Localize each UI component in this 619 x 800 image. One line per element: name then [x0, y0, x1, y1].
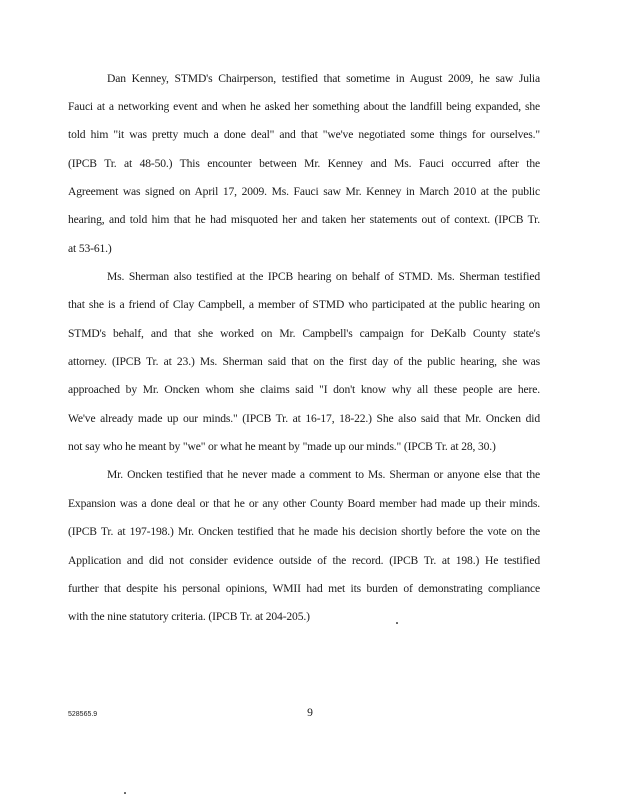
- paragraph-2-line-2: that she is a friend of Clay Campbell, a member of STMD who participated at the public hearing on: [68, 298, 540, 311]
- paragraph-3-line-5: further that despite his personal opinions, WMII had met its burden of demonstrating compliance: [68, 582, 540, 595]
- paragraph-2-line-5: approached by Mr. Oncken whom she claims said "I don't know why all these people are here.: [68, 383, 540, 396]
- paragraph-1-line-4: (IPCB Tr. at 48-50.) This encounter between Mr. Kenney and Ms. Fauci occurred after the: [68, 157, 540, 170]
- paragraph-2-line-3: STMD's behalf, and that she worked on Mr. Campbell's campaign for DeKalb County state's: [68, 327, 540, 340]
- document-id: 528565.9: [68, 711, 98, 718]
- paragraph-1-line-5: Agreement was signed on April 17, 2009. Ms. Fauci saw Mr. Kenney in March 2010 at the public: [68, 185, 540, 198]
- paragraph-1-line-6: hearing, and told him that he had misquoted her and taken her statements out of context. (IPCB Tr.: [68, 213, 540, 226]
- scan-speck: [396, 622, 398, 624]
- paragraph-3-line-2: Expansion was a done deal or that he or any other County Board member had made up their minds.: [68, 497, 540, 510]
- paragraph-3-line-3: (IPCB Tr. at 197-198.) Mr. Oncken testified that he made his decision shortly before the vote on the: [68, 525, 540, 538]
- paragraph-1-line-7: at 53-61.): [68, 242, 112, 255]
- scan-speck: [124, 792, 126, 794]
- paragraph-2-line-6: We've already made up our minds." (IPCB Tr. at 16-17, 18-22.) She also said that Mr. Oncken did: [68, 412, 540, 425]
- paragraph-3-line-1: Mr. Oncken testified that he never made a comment to Ms. Sherman or anyone else that the: [107, 468, 540, 481]
- paragraph-3-line-4: Application and did not consider evidence outside of the record. (IPCB Tr. at 198.) He testified: [68, 554, 540, 567]
- paragraph-1-line-1: Dan Kenney, STMD's Chairperson, testified that sometime in August 2009, he saw Julia: [107, 72, 540, 85]
- page-number: 9: [307, 706, 313, 719]
- paragraph-2-line-4: attorney. (IPCB Tr. at 23.) Ms. Sherman said that on the first day of the public hearing, she was: [68, 355, 540, 368]
- paragraph-3-line-6: with the nine statutory criteria. (IPCB Tr. at 204-205.): [68, 610, 310, 623]
- paragraph-2-line-1: Ms. Sherman also testified at the IPCB hearing on behalf of STMD. Ms. Sherman testified: [107, 270, 540, 283]
- paragraph-1-line-2: Fauci at a networking event and when he asked her something about the landfill being expanded, she: [68, 100, 540, 113]
- paragraph-1-line-3: told him "it was pretty much a done deal" and that "we've negotiated some things for ourselves.": [68, 128, 540, 141]
- paragraph-2-line-7: not say who he meant by "we" or what he meant by "made up our minds." (IPCB Tr. at 28, 30.): [68, 440, 496, 453]
